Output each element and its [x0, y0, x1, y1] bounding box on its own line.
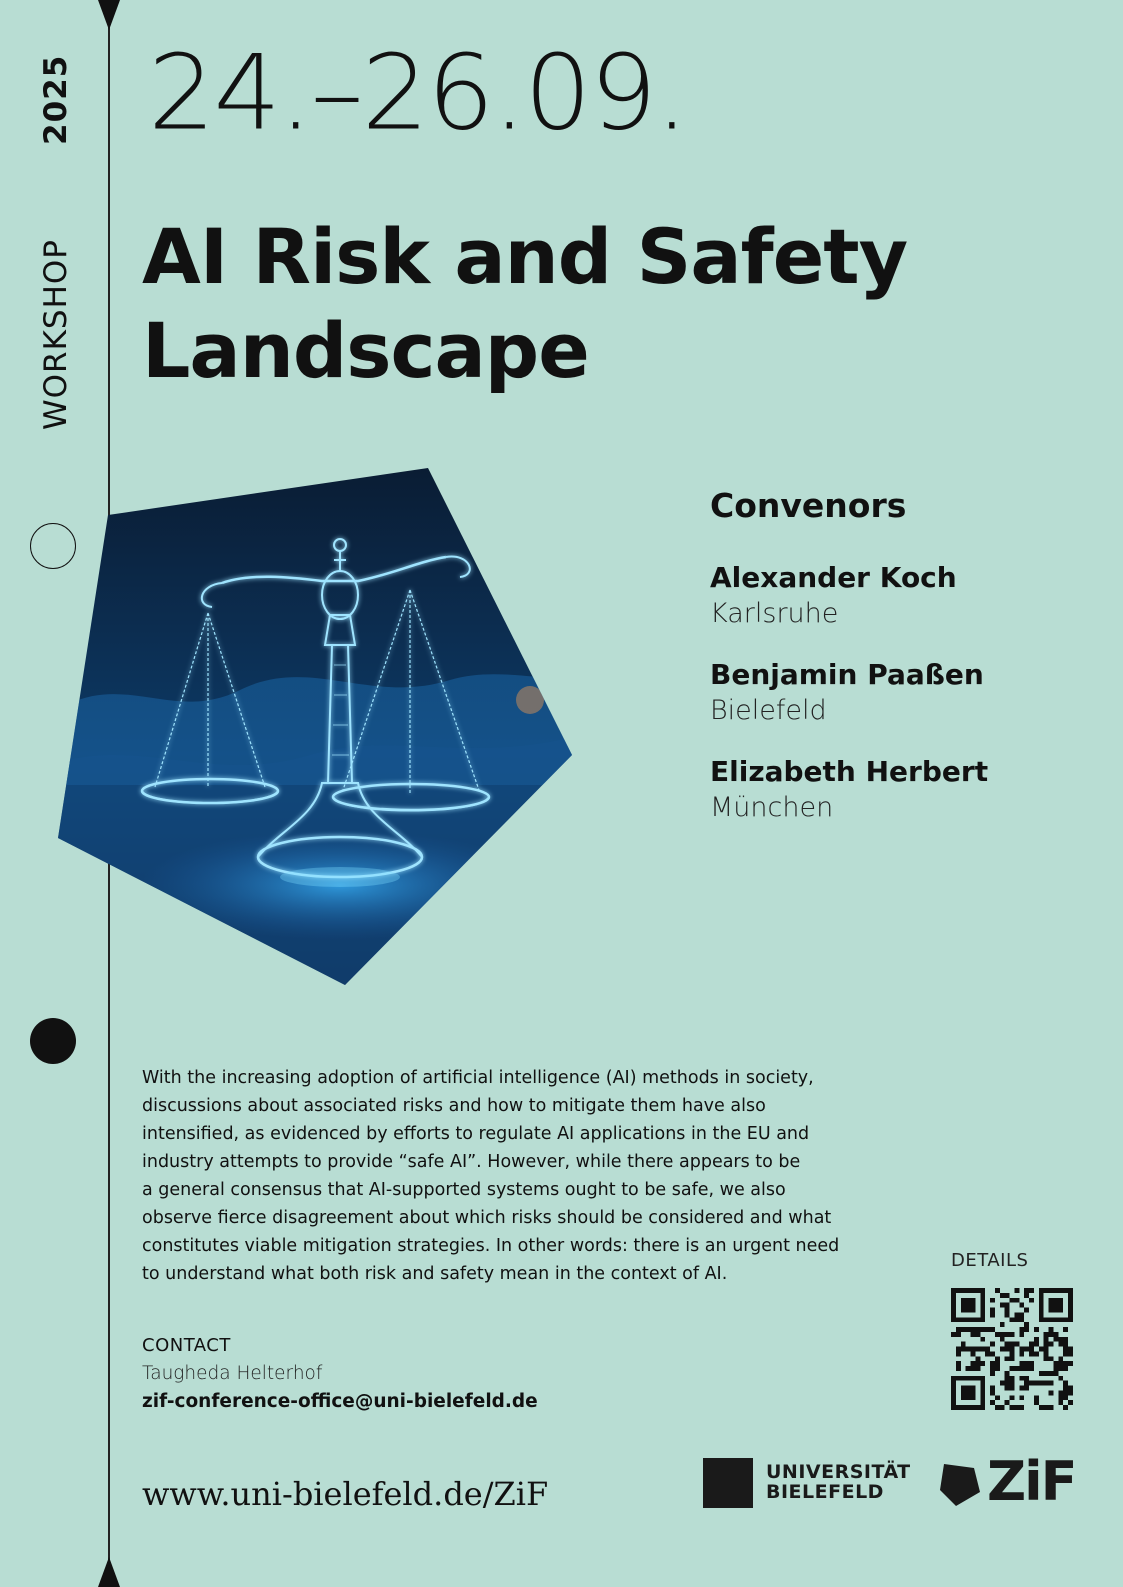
contact-email-link[interactable]: zif-conference-office@uni-bielefeld.de	[142, 1391, 538, 1412]
zif-logo	[938, 1450, 1078, 1514]
title-line-2: Landscape	[142, 306, 589, 395]
qr-code-icon[interactable]	[951, 1288, 1073, 1410]
description-line: industry attempts to provide “safe AI”. However, while there appears to be	[142, 1152, 801, 1172]
convenor-city: München	[710, 792, 834, 823]
zif-logo-text: ZiF	[987, 1450, 1076, 1513]
top-marker	[98, 0, 120, 30]
description-line: observe fierce disagreement about which risks should be considered and what	[142, 1208, 832, 1228]
side-category: WORKSHOP	[38, 238, 74, 430]
workshop-description	[142, 1064, 862, 1288]
details-label: DETAILS	[951, 1250, 1029, 1271]
description-line: a general consensus that AI-supported systems ought to be safe, we also	[142, 1180, 786, 1200]
convenors-list	[710, 560, 988, 851]
convenor-name: Benjamin Paaßen	[710, 658, 984, 691]
convenor-item	[710, 657, 988, 729]
title-line-1: AI Risk and Safety	[142, 212, 908, 301]
convenor-item	[710, 754, 988, 826]
contact-name: Taugheda Helterhof	[142, 1363, 323, 1384]
bottom-marker	[98, 1557, 120, 1587]
description-line: With the increasing adoption of artificial intelligence (AI) methods in society,	[142, 1068, 814, 1088]
zif-pentagon-icon	[938, 1462, 982, 1508]
description-line: constitutes viable mitigation strategies. In other words: there is an urgent need	[142, 1236, 840, 1256]
website-link[interactable]: www.uni-bielefeld.de/ZiF	[142, 1475, 549, 1513]
uni-line-1: UNIVERSITÄT	[766, 1461, 911, 1483]
convenor-city: Karlsruhe	[710, 598, 839, 629]
convenor-city: Bielefeld	[710, 695, 827, 726]
convenor-item	[710, 560, 988, 632]
convenor-name: Alexander Koch	[710, 561, 957, 594]
side-year: 2025	[38, 54, 74, 145]
scales-of-justice-image	[50, 465, 580, 990]
university-logo-mark	[703, 1458, 753, 1508]
event-date: 24.–26.09.	[148, 32, 687, 153]
uni-line-2: BIELEFELD	[766, 1481, 884, 1503]
contact-label: CONTACT	[142, 1335, 231, 1356]
convenor-name: Elizabeth Herbert	[710, 755, 989, 788]
description-line: to understand what both risk and safety mean in the context of AI.	[142, 1264, 728, 1284]
event-title	[142, 210, 1042, 398]
description-line: discussions about associated risks and how to mitigate them have also	[142, 1096, 766, 1116]
university-logo-text	[766, 1462, 916, 1502]
filled-circle-marker	[30, 1018, 76, 1064]
description-line: intensified, as evidenced by efforts to regulate AI applications in the EU and	[142, 1124, 810, 1144]
convenors-heading: Convenors	[710, 486, 907, 525]
